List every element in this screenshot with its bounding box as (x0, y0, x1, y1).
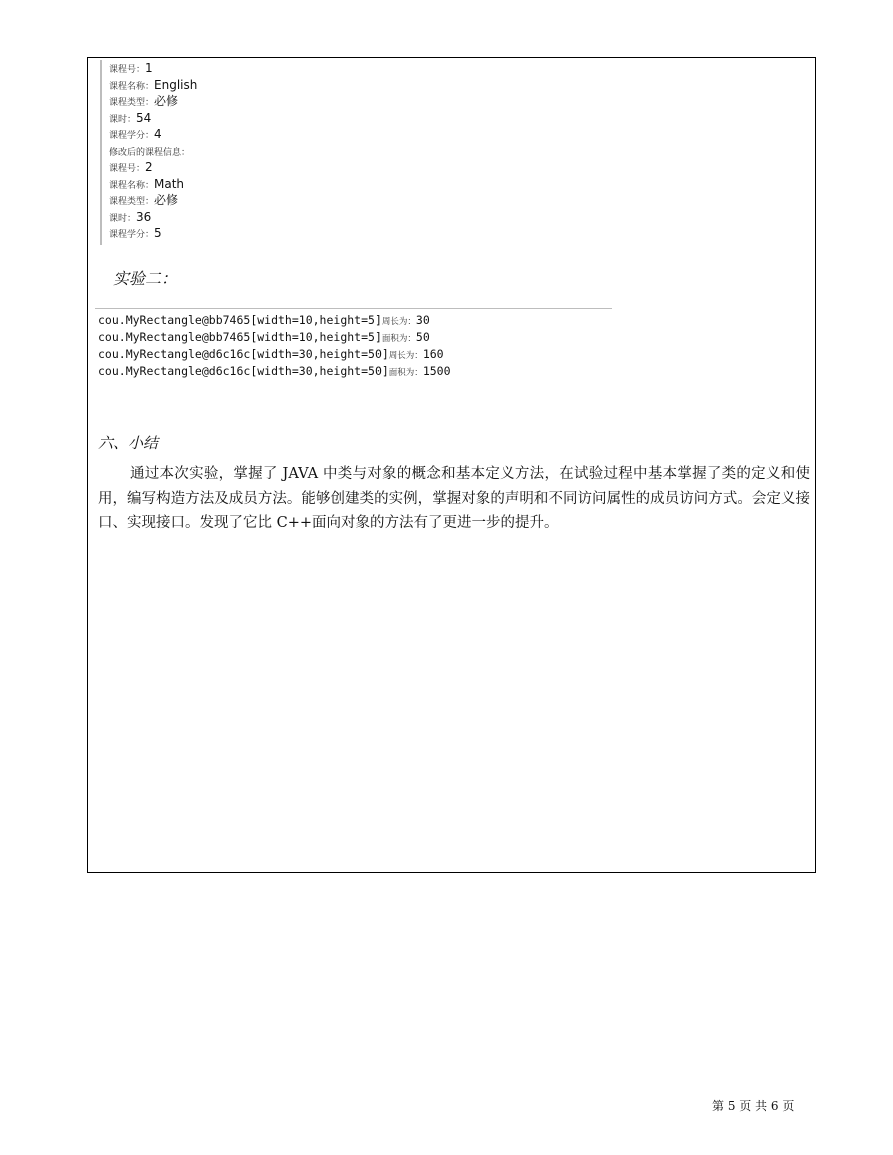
console-line: cou.MyRectangle@d6c16c[width=30,height=50]面积为：1500 (98, 364, 451, 378)
summary-paragraph: 通过本次实验，掌握了 JAVA 中类与对象的概念和基本定义方法，在试验过程中基本掌握了类的定义和使用，编写构造方法及成员方法。能够创建类的实例，掌握对象的声明和不同访问属性的成员访问方式。会定义接口、实现接口。发现了它比 C++面向对象的方法有了更进一步的提升。 (98, 466, 810, 531)
console-line: 修改后的课程信息： (109, 147, 191, 158)
console-line: 课程名称：English (109, 77, 198, 92)
console-line: cou.MyRectangle@bb7465[width=10,height=5]面积为：50 (98, 330, 430, 344)
console-line: 课时：54 (109, 110, 152, 125)
page-number: 第 5 页 共 6 页 (712, 1099, 795, 1113)
console-line: 课程名称：Math (109, 176, 185, 191)
console-line: 课程号：1 (109, 61, 153, 75)
console-line: 课程类型：必修 (109, 94, 179, 108)
console-line: cou.MyRectangle@bb7465[width=10,height=5]周长为：30 (98, 313, 430, 327)
console-line: 课程类型：必修 (109, 193, 179, 207)
console-line: cou.MyRectangle@d6c16c[width=30,height=50]周长为：160 (98, 347, 444, 361)
console-line: 课程学分：5 (109, 226, 162, 240)
console-line: 课时：36 (109, 209, 152, 224)
experiment-2-heading: 实验二： (113, 269, 178, 288)
console-line: 课程学分：4 (109, 127, 162, 141)
console-output-1 (100, 60, 302, 245)
console-output-2 (95, 308, 612, 381)
console-line: 课程号：2 (109, 160, 153, 174)
summary-title: 六、小结 (98, 434, 159, 452)
